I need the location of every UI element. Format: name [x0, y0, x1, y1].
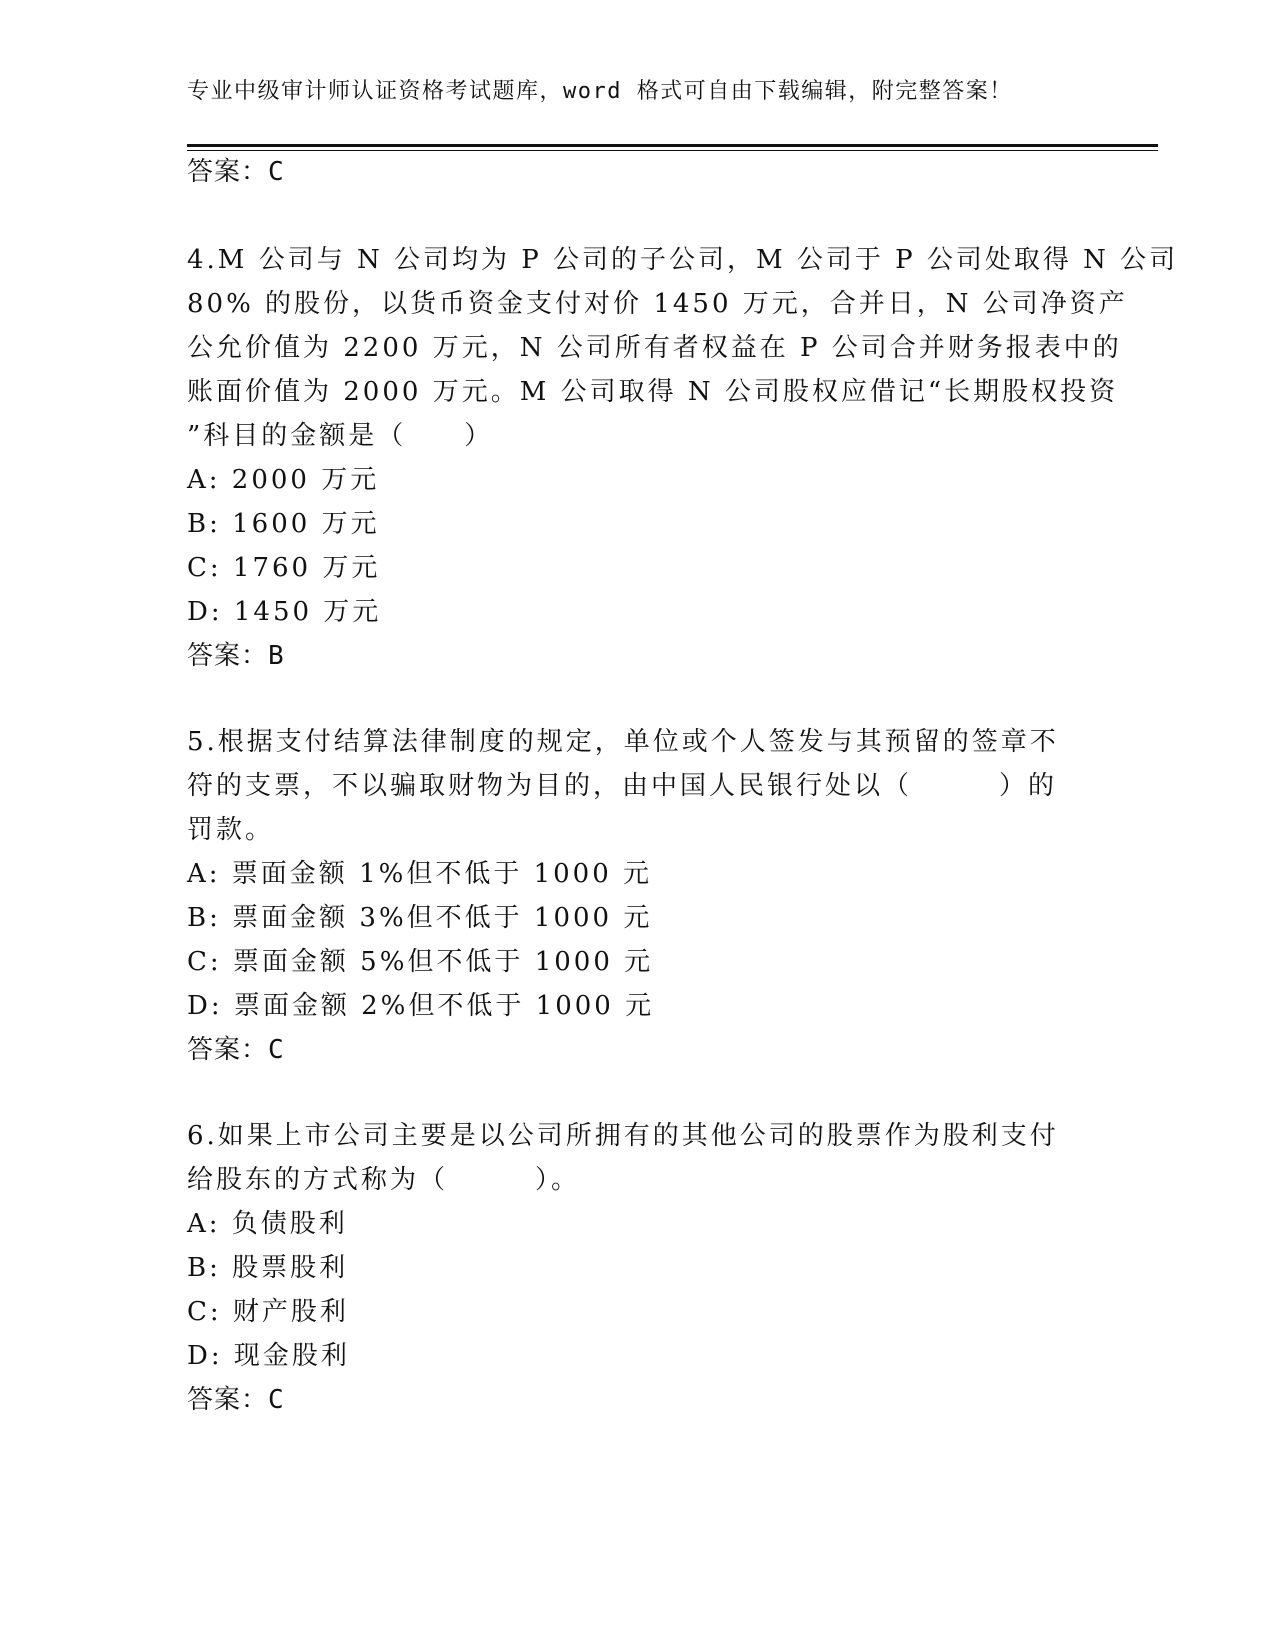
question-4-line-1: 4.M 公司与 N 公司均为 P 公司的子公司，M 公司于 P 公司处取得 N 公司	[187, 245, 1179, 275]
header-divider-thick	[187, 144, 1158, 147]
question-4-line-4: 账面价值为 2000 万元。M 公司取得 N 公司股权应借记“长期股权投资	[187, 377, 1119, 407]
question-5-line-2: 符的支票，不以骗取财物为目的，由中国人民银行处以（ ）的	[187, 771, 1058, 801]
question-4-answer: 答案：B	[187, 641, 285, 671]
question-6-option-b: B: 股票股利	[187, 1253, 349, 1283]
question-5-answer: 答案：C	[187, 1035, 285, 1065]
question-4-option-c: C: 1760 万元	[187, 553, 381, 583]
question-6-option-c: C: 财产股利	[187, 1297, 349, 1327]
question-6-line-2: 给股东的方式称为（ ）。	[187, 1165, 581, 1195]
question-6-answer: 答案：C	[187, 1385, 285, 1415]
question-5-option-d: D: 票面金额 2%但不低于 1000 元	[187, 991, 655, 1021]
question-5-option-c: C: 票面金额 5%但不低于 1000 元	[187, 947, 654, 977]
question-4-option-b: B: 1600 万元	[187, 509, 380, 539]
question-5-option-b: B: 票面金额 3%但不低于 1000 元	[187, 903, 653, 933]
previous-answer: 答案：C	[187, 157, 285, 187]
question-6-option-d: D: 现金股利	[187, 1341, 350, 1371]
header-divider-thin	[187, 150, 1158, 151]
question-5-option-a: A: 票面金额 1%但不低于 1000 元	[187, 859, 653, 889]
question-4-option-d: D: 1450 万元	[187, 597, 382, 627]
question-6-line-1: 6.如果上市公司主要是以公司所拥有的其他公司的股票作为股利支付	[187, 1121, 1059, 1151]
question-4-line-3: 公允价值为 2200 万元，N 公司所有者权益在 P 公司合并财务报表中的	[187, 333, 1122, 363]
question-5-line-3: 罚款。	[187, 815, 275, 845]
question-5-line-1: 5.根据支付结算法律制度的规定，单位或个人签发与其预留的签章不	[187, 727, 1059, 757]
question-4-line-2: 80% 的股份，以货币资金支付对价 1450 万元，合并日，N 公司净资产	[187, 289, 1128, 319]
question-4-option-a: A: 2000 万元	[187, 465, 380, 495]
question-4-line-5: ”科目的金额是（ ）	[187, 421, 494, 451]
page-header: 专业中级审计师认证资格考试题库，word 格式可自由下载编辑，附完整答案！	[187, 79, 1013, 104]
question-6-option-a: A: 负债股利	[187, 1209, 348, 1239]
